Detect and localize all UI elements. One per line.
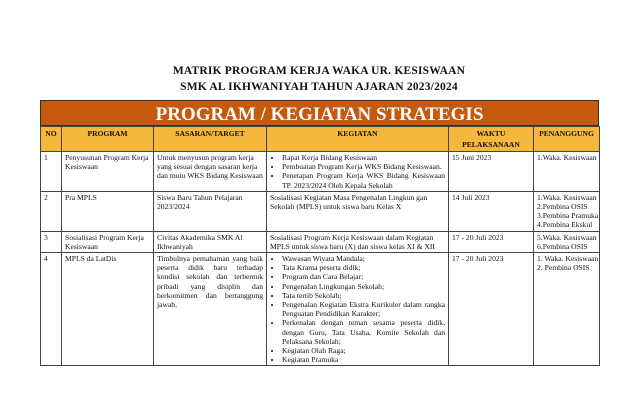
cell-sasaran: Timbulnya pemahaman yang baik peserta didik baru terhadap kondisi sekolah dan terbentuk pribadi yang disiplin dan berkomitmen dan bertanggung jawab, bbox=[154, 253, 267, 366]
cell-waktu: 15 Juni 2023 bbox=[449, 152, 534, 192]
penanggung-item: 1. Waka. Kesiswaan bbox=[537, 254, 599, 264]
penanggung-item: 1.Waka. Kesiswaan bbox=[537, 192, 597, 202]
document-subtitle: SMK AL IKHWANIYAH TAHUN AJARAN 2023/2024 bbox=[180, 81, 458, 93]
table-row bbox=[41, 231, 600, 252]
table-row bbox=[41, 152, 600, 192]
cell-program: Penyusunan Program Kerja Kesiswaan bbox=[62, 152, 154, 192]
cell-no: 3 bbox=[41, 231, 62, 252]
cell-sasaran: Civitas Akademika SMK Al Ikhwaniyah bbox=[154, 231, 267, 252]
cell-penanggung bbox=[534, 152, 600, 192]
cell-kegiatan: Sosialisasi Program Kerja Kesiswaan dalam Kegiatan MPLS untuk siswa baru (X) dan siswa kelas XI & XII bbox=[267, 231, 449, 252]
col-header-program: PROGRAM bbox=[62, 127, 154, 152]
col-header-waktu: WAKTU PELAKSANAAN bbox=[449, 127, 534, 152]
list-item: • Kegiatan Olah Raga; bbox=[282, 346, 445, 355]
cell-waktu: 17 - 20 Juli 2023 bbox=[449, 231, 534, 252]
program-matrix-table bbox=[40, 126, 600, 366]
document-title: MATRIK PROGRAM KERJA WAKA UR. KESISWAAN bbox=[172, 65, 466, 77]
col-header-sasaran: SASARAN/TARGET bbox=[154, 127, 267, 152]
cell-penanggung bbox=[534, 191, 600, 231]
cell-no: 2 bbox=[41, 191, 62, 231]
list-item: • Tata tertib Sekolah; bbox=[282, 291, 445, 300]
list-item: • Program dan Cara Belajar; bbox=[282, 272, 445, 281]
list-item: • Tata Krama peserta didik; bbox=[282, 263, 445, 272]
cell-waktu: 17 - 20 Juli 2023 bbox=[449, 253, 534, 366]
col-header-penanggung: PENANGGUNG bbox=[534, 127, 600, 152]
penanggung-item: 2. Pembina OSIS bbox=[537, 263, 590, 273]
section-banner: PROGRAM / KEGIATAN STRATEGIS bbox=[40, 100, 599, 126]
cell-program: Pra MPLS bbox=[62, 191, 154, 231]
table-row bbox=[41, 191, 600, 231]
col-header-kegiatan: KEGIATAN bbox=[267, 127, 449, 152]
cell-kegiatan: Sosialisasi Kegiatan Masa Pengenalan Lingkun gan Sekolah (MPLS) untuk siswa baru Kelas X bbox=[267, 191, 449, 231]
list-item: • Pengenalan Kegiatan Ekstra Kurikuler dalam rangka Penguatan Pendidikan Karakter; bbox=[282, 300, 445, 318]
cell-program: Sosialisasi Program Kerja Kesiswaan bbox=[62, 231, 154, 252]
cell-kegiatan bbox=[267, 253, 449, 366]
cell-no: 4 bbox=[41, 253, 62, 366]
table-row bbox=[41, 253, 600, 366]
list-item: • Wawasan Wiyata Mandala; bbox=[282, 254, 445, 263]
list-item: • Kegiatan Pramuka bbox=[282, 355, 445, 364]
list-item: • Pembuatan Program Kerja WKS Bidang Kesiswaan. bbox=[282, 162, 445, 171]
table-header-row bbox=[41, 127, 600, 152]
penanggung-item: 4.Pembina Ekskul bbox=[537, 220, 593, 230]
penanggung-item: 5.Waka. Kesiswaan bbox=[537, 232, 597, 242]
penanggung-item: 1.Waka. Kesiswaan bbox=[537, 153, 597, 162]
cell-penanggung bbox=[534, 231, 600, 252]
cell-penanggung bbox=[534, 253, 600, 366]
cell-program: MPLS da LatDis bbox=[62, 253, 154, 366]
list-item: • Rapat Kerja Bidang Kesiswaan bbox=[282, 153, 445, 162]
cell-waktu: 14 Juli 2023 bbox=[449, 191, 534, 231]
penanggung-item: 6.Pembina OSIS bbox=[537, 241, 588, 251]
col-header-no: NO bbox=[41, 127, 62, 152]
cell-kegiatan bbox=[267, 152, 449, 192]
penanggung-item: 3.Pembina Pramuka bbox=[537, 211, 599, 221]
list-item: • Pengenalan Lingkungan Sekolah; bbox=[282, 282, 445, 291]
list-item: • Perkenalan dengan teman sesama peserta didik, dengan Guru, Tata Usaha, Komite Sekolah dan Pelaksana Sekolah; bbox=[282, 318, 445, 346]
penanggung-item: 2.Pembina OSIS bbox=[537, 202, 588, 212]
list-item: • Penetapan Program Kerja WKS Bidang Kesiswaan TP. 2023/2024 Oleh Kepala Sekolah bbox=[282, 171, 445, 189]
cell-sasaran: Untuk menyusun program kerja yang sesuai dengan sasaran kerja dan mutu WKS Bidang Kesiswaan bbox=[154, 152, 267, 192]
cell-sasaran: Siswa Baru Tahun Pelajaran 2023/2024 bbox=[154, 191, 267, 231]
cell-no: 1 bbox=[41, 152, 62, 192]
